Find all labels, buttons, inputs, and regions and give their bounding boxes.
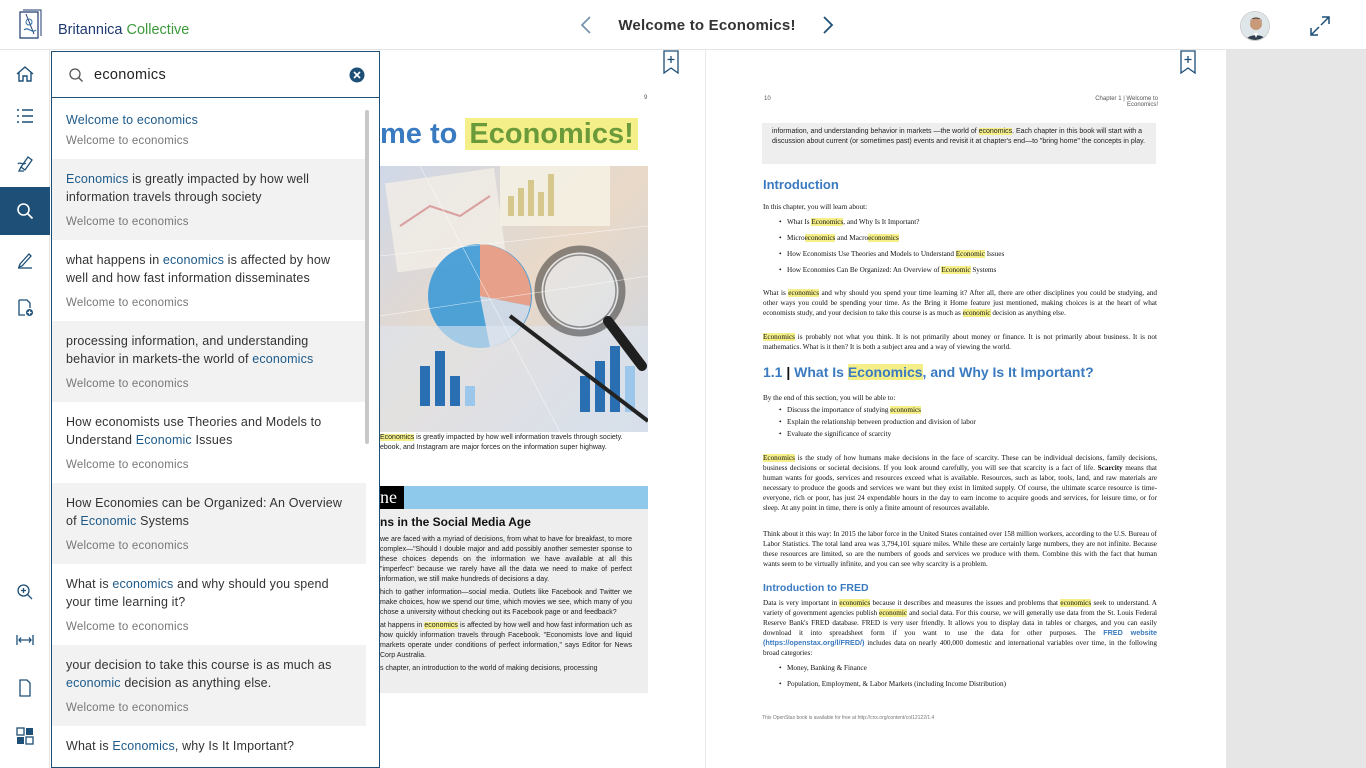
page-footer: This OpenStax book is available for free at http://cnx.org/content/col12122/1.4 [762,715,935,721]
introduction-heading: Introduction [763,177,839,192]
result-keyword: Economic [80,514,137,528]
fullscreen-button[interactable] [1308,14,1332,38]
result-source: Welcome to economics [66,378,189,390]
result-pre: processing information, and understanding behavior in markets-the world of [66,334,309,366]
user-photo-icon [1241,12,1270,41]
paragraph-2 [763,332,1157,352]
search-result[interactable] [52,99,366,159]
result-post: is greatly impacted by how well information travels through society [66,172,310,204]
result-pre: your decision to take this course is as much as [66,658,332,672]
p5-b: because it describes and measures the issues and problems that [870,599,1061,607]
feature-heading: ns in the Social Media Age [380,515,531,529]
fit-width-button[interactable] [0,616,50,664]
objectives-list [763,405,1157,441]
section-number: 1.1 [763,364,783,380]
feature-paragraph-4: s chapter, an introduction to the world of making decisions, processing [380,665,598,672]
paragraph-3 [763,453,1157,513]
zoom-in-icon [15,582,35,602]
search-result[interactable] [52,402,366,483]
fit-width-icon [15,630,35,650]
result-pre: what happens in [66,253,163,267]
left-page-number: 9 [644,95,648,101]
intro-item-3 [763,249,1157,259]
result-source: Welcome to economics [66,459,189,471]
logo-mark-icon [16,8,56,44]
intro-item-2 [763,233,1157,243]
page-icon [15,678,35,698]
result-text [66,251,354,287]
result-pre: How economists use Theories and Models to Understand [66,415,322,447]
intro-item-2-keyword: economics [804,234,836,242]
chapter-title [380,118,638,151]
p5-keyword-2: economics [1060,599,1092,607]
feature-label: ne [380,486,404,509]
chapter-title-pre: me to [380,118,466,150]
result-keyword: economic [66,676,121,690]
intro-item-2-post: and Macro [835,234,869,242]
p1-keyword: economics [788,289,820,297]
p5-keyword-3: economic [879,609,908,617]
thumbnails-button[interactable] [0,712,50,760]
intro-item-2-keyword-2: economics [868,234,899,242]
result-text [66,413,354,449]
user-avatar[interactable] [1240,11,1270,41]
results-scrollbar[interactable] [365,110,369,444]
fred-category-2: • Population, Employment, & Labor Markets (including Income Distribution) [763,679,1157,689]
next-page-button[interactable] [820,14,836,36]
left-toolbar [0,50,50,768]
p1-pre: What is [763,289,789,297]
objective-item-2: • Explain the relationship between production and division of labor [763,417,1157,427]
intro-item-3-post: Issues [984,250,1005,258]
section-title-pre: What Is [790,364,848,380]
chevron-right-icon [820,14,836,36]
intro-lead: In this chapter, you will learn about: [763,203,868,211]
feature-p3-post: is affected by how well and how fast information uch as how quickly information travels through Facebook. "Economists love and liquid markets operate under conditions of perfect information," says Editor for News Corp Australia. [380,622,632,659]
objective-1-pre: Discuss the importance of studying [787,406,891,414]
caption-line-1 [380,433,650,443]
search-panel [51,51,380,768]
clear-search-icon[interactable] [349,67,365,83]
feature-paragraph-2: hich to gather information—social media. Outlets like Facebook and Twitter we make choices, how we spend our time, which movies we see, which many of you chose a university without checking out its Facebook page or and feedback? [380,589,632,616]
box-post: . Each chapter in this book will start with a discussion about current (or sometimes past) events and revisit it at chapter's end—to "bring home" the concepts in play. [772,128,1146,145]
section-title-post: , and Why Is It Important? [922,364,1094,380]
grid-icon [15,726,35,746]
result-text [66,575,354,611]
annotate-button[interactable] [0,236,50,284]
search-result[interactable] [52,726,366,768]
search-result[interactable] [52,240,366,321]
result-post: , why Is It Important? [174,739,295,753]
result-source: Welcome to economics [66,297,189,309]
feature-p3-pre: at happens in [380,622,425,629]
search-result[interactable] [52,645,366,726]
search-result[interactable] [52,321,366,402]
p3-pre: is the study of how humans make decisions in the face of scarcity. These can be individual decisions, family decisions, business decisions or societal decisions. If you look around carefully, you will see that scarcity is a fact of life. [763,454,1157,472]
feature-p3-keyword: economics [424,622,458,629]
paragraph-5 [763,598,1157,658]
feature-banner [380,486,648,509]
p3-post: means that human wants for goods, services and resources exceed what is available. Resources, such as labor, tools, land, and raw materials are necessary to produce the goods and services we want but they exist in limited supply. Of course, the ultimate scarce resource is time- everyone, rich or poor, has just 24 expendable hours in the day to earn income to acquire goods and services, for leisure time, or for sleep. At any point in time, there is only a finite amount of resources available. [763,464,1157,512]
list-icon [15,106,35,126]
note-add-icon [15,298,35,318]
chevron-left-icon [578,14,594,36]
p5-d: and social data. For this course, we will generally use data from the St. Louis Federal Reserve Bank's FRED database. FRED is very user friendly. It allows you to display data in tables or charges, and you can easily download it into spreadsheet form if you want to use the data for other purposes. The [763,609,1158,637]
p2-keyword: Economics [763,333,795,341]
result-source: Welcome to economics [66,702,189,714]
result-post: Systems [136,514,190,528]
p5-c: seek to understand. A variety of government agencies publish [763,599,1157,617]
section-1-1-heading: 1.1 | What Is Economics, and Why Is It Important? [763,364,1094,380]
hero-caption [380,433,650,453]
result-post: decision as anything else. [120,676,272,690]
feature-paragraph-3 [380,621,632,661]
intro-item-1-post: , and Why Is It Important? [843,218,920,226]
fred-heading: Introduction to FRED [763,582,869,594]
objective-1-keyword: economics [890,406,921,414]
top-bar [0,0,1366,50]
bookmark-right-button[interactable] [1180,50,1196,74]
search-result[interactable] [52,159,366,240]
result-keyword: economics [162,253,225,267]
search-results-list [52,99,366,768]
result-text [66,656,354,692]
charts-magnifier-illustration [380,166,648,432]
result-keyword: Economic [135,433,192,447]
intro-item-1 [763,217,1157,227]
search-icon [15,201,35,221]
right-page-number: 10 [764,96,771,102]
result-text [66,170,354,206]
p3-bold-term: Scarcity [1097,464,1123,472]
section-title-keyword: Economics [847,364,923,380]
intro-item-1-pre: What Is [787,218,812,226]
result-post: is affected by how well and how fast information disseminates [66,253,331,285]
highlights-button[interactable] [0,140,50,188]
search-result[interactable] [52,483,366,564]
search-result[interactable] [52,564,366,645]
pen-icon [15,250,35,270]
intro-item-4-keyword: Economic [941,266,971,274]
p1-mid: and why should you spend your time learning it? After all, there are other disciplines you could be studying, and other ways you could be spending your time. As the Bring it Home feature just mentioned, making choices is at the heart of what economists study, and your decision to take this course is as much as [763,289,1158,317]
intro-item-3-pre: How Economists Use Theories and Models to Understand [787,250,956,258]
p5-e: includes data on nearly 400,000 domestic and international variables over time, in the following broad categories: [763,639,1157,657]
p5-keyword-1: economics [839,599,871,607]
feature-paragraph-1: we are faced with a myriad of decisions, from what to have for breakfast, to more complex—"Should I double major and add possibly another semester sponse to these choices depends on the information we have available at all this "imperfect" because we rarely have all the data we need to make of perfect information, we still make hundreds of decisions a day. [380,536,632,583]
result-source: Welcome to economics [66,621,189,633]
table-of-contents-button[interactable] [0,92,50,140]
search-header [52,52,379,98]
result-source: Welcome to economics [66,216,189,228]
previous-page-button[interactable] [578,14,594,36]
result-pre: What is [66,577,113,591]
bookmark-left-button[interactable] [663,50,679,74]
intro-item-4-pre: How Economies Can Be Organized: An Overview of [787,266,942,274]
result-text: Welcome to economics [66,113,198,127]
search-icon [68,67,84,83]
right-page [708,50,1226,768]
home-button[interactable] [0,50,50,98]
feature-body [380,535,632,677]
objective-item-3: • Evaluate the significance of scarcity [763,429,1157,439]
section-lead: By the end of this section, you will be able to: [763,394,896,402]
bookmark-add-icon [1180,50,1196,74]
intro-item-3-keyword: Economic [955,250,985,258]
p1-post: decision as anything else. [990,309,1066,317]
hero-image [380,166,648,432]
expand-icon [1308,14,1332,38]
logo-accent: Collective [126,22,190,38]
box-keyword: economics [978,128,1013,135]
result-post: Issues [191,433,233,447]
result-keyword: economics [112,577,174,591]
fred-website-link[interactable]: FRED website (https://openstax.org/l/FRED/) [763,628,1157,647]
result-text [66,332,354,368]
page-title: Welcome to Economics! [618,17,796,34]
p3-keyword: Economics [763,454,795,462]
single-page-button[interactable] [0,664,50,712]
caption-line-1-text: is greatly impacted by how well information travels through society. [414,434,623,441]
result-keyword: Economics [112,739,175,753]
logo-text [58,22,189,38]
bookmark-add-icon [663,50,679,74]
result-keyword: Economics [66,172,129,186]
search-tool-button[interactable] [0,187,50,235]
result-post: and why should you spend your time learning it? [66,577,329,609]
home-icon [15,64,35,84]
logo-brand: Britannica [58,22,123,38]
p2-post: is probably not what you think. It is not primarily about money or finance. It is not primarily about business. It is not mathematics. What is it then? It is both a subject area and a way of viewing the world. [763,333,1157,351]
intro-item-4-post: Systems [970,266,997,274]
result-pre: How Economies can be Organized: An Overview of [66,496,343,528]
result-keyword: economics [252,352,314,366]
zoom-in-button[interactable] [0,568,50,616]
caption-line-2: ebook, and Instagram are major forces on the information super highway. [380,444,607,451]
result-pre: What is [66,739,113,753]
result-source: Welcome to economics [66,135,189,147]
result-source: Welcome to economics [66,540,189,552]
fred-categories-list [763,663,1157,695]
result-text [66,737,354,755]
continued-box [762,123,1156,164]
intro-item-2-pre: Micro [787,234,805,242]
highlighter-icon [15,154,35,174]
box-pre: information, and understanding behavior in markets —the world of [772,128,979,135]
fred-category-1: • Money, Banking & Finance [763,663,1157,673]
chapter-title-highlight: Economics! [465,118,637,150]
viewer-gutter [1226,50,1366,768]
running-head: Chapter 1 | Welcome to Economics! [1095,96,1158,108]
britannica-collective-logo[interactable] [16,8,189,44]
search-input[interactable] [94,64,334,86]
p1-keyword-2: economic [962,309,991,317]
intro-item-1-keyword: Economics [811,218,844,226]
paragraph-4: Think about it this way: In 2015 the labor force in the United States contained over 158 million workers, according to the U.S. Bureau of Labor Statistics. The total land area was 3,794,101 square miles. While these are certainly large numbers, they are not infinite. Because these resources are limited, so are the numbers of goods and services we produce with them. Combine this with the fact that human wants seem to be virtually infinite, and you can see why scarcity is a problem. [763,530,1157,568]
p5-a: Data is very important in [763,599,840,607]
objective-item-1 [763,405,1157,415]
add-note-button[interactable] [0,284,50,332]
result-text [66,494,354,530]
caption-keyword: Economics [380,434,415,441]
intro-item-4 [763,265,1157,275]
intro-list [763,217,1157,281]
paragraph-1 [763,288,1157,318]
